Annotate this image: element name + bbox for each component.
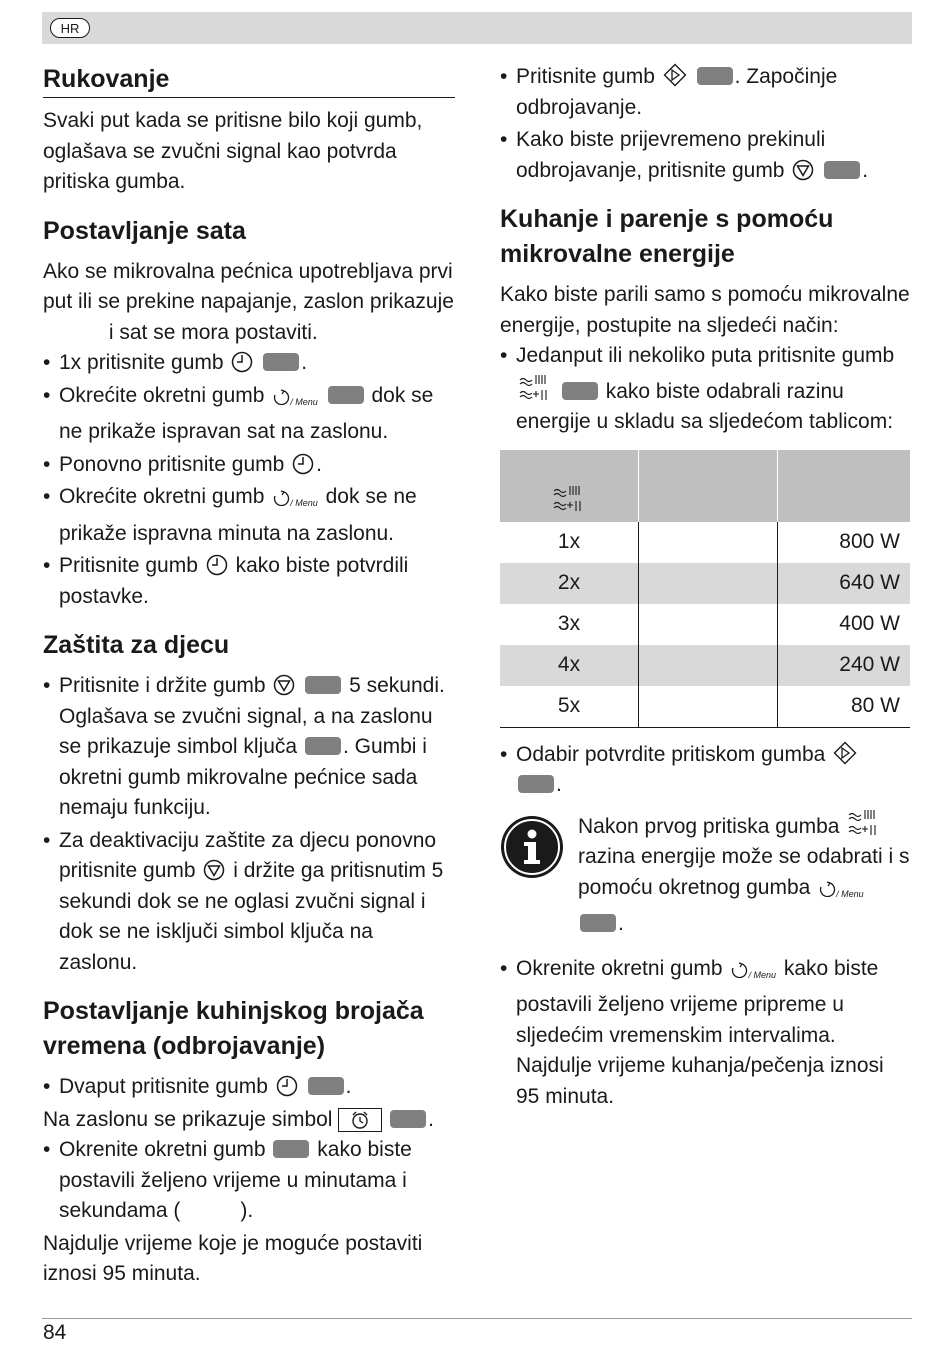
table-header xyxy=(500,450,910,522)
section-title-brojac: Postavljanje kuhinjskog brojača vremena (odbrojavanje) xyxy=(43,997,424,1060)
timer-symbol-icon xyxy=(338,1108,382,1132)
section-kuhanje xyxy=(500,202,912,1112)
right-column xyxy=(500,62,912,1114)
dial-button xyxy=(328,386,364,404)
stop-icon xyxy=(792,159,814,181)
kuhanje-intro: Kako biste parili samo s pomoću mikrovalne energije, postupite na sljedeći način: xyxy=(500,283,910,337)
table-cell-power: 240 W xyxy=(778,645,911,686)
brojac-symbol-text: Na zaslonu se prikazuje simbol . xyxy=(43,1107,434,1131)
microwave-power-icon xyxy=(552,483,586,513)
list-item: • Pritisnite gumb kako biste potvrdili postavke. xyxy=(43,551,455,612)
brojac-max-time: Najdulje vrijeme koje je moguće postaviti iznosi 95 minuta. xyxy=(43,1231,423,1285)
table-row xyxy=(500,563,910,604)
table-cell-power: 640 W xyxy=(778,563,911,604)
list-item: • 1x pritisnite gumb . xyxy=(43,348,455,379)
countdown-steps xyxy=(500,62,912,186)
start-icon xyxy=(663,63,687,87)
list-item: • Ponovno pritisnite gumb . xyxy=(43,450,455,481)
clock-icon xyxy=(276,1075,298,1097)
table-cell-power: 400 W xyxy=(778,604,911,645)
section-title-kuhanje: Kuhanje i parenje s pomoću mikrovalne energije xyxy=(500,205,834,268)
section-title-sat: Postavljanje sata xyxy=(43,216,246,245)
table-cell-press: 3x xyxy=(557,612,581,635)
list-item: • Okrenite okretni gumb kako biste postavili željeno vrijeme u minutama i sekundama ( ). xyxy=(43,1135,455,1227)
left-column xyxy=(43,62,455,1290)
key-symbol xyxy=(305,737,341,755)
clock-icon xyxy=(231,351,253,373)
dial-menu-icon: / Menu xyxy=(272,488,318,519)
list-item: • Okrećite okretni gumb / Menu dok se ne prikaže ispravna minuta na zaslonu. xyxy=(43,482,455,549)
section-title-rukovanje: Rukovanje xyxy=(43,62,455,98)
table-row xyxy=(500,604,910,645)
table-cell-press: 1x xyxy=(557,530,581,553)
table-row xyxy=(500,645,910,686)
table-cell-display xyxy=(639,645,778,686)
list-item: • Okrenite okretni gumb / Menu kako biste postavili željeno vrijeme pripreme u sljedećim vremenskim intervalima. Najdulje vrijeme kuhanja/pečenja iznosi 95 minuta. xyxy=(500,954,912,1113)
list-item: • Pritisnite i držite gumb 5 sekundi. Oglašava se zvučni signal, a na zaslonu se prikazuje simbol ključa . Gumbi i okretni gumb mikrovalne pećnice sada nemaju funkciju. xyxy=(43,671,455,824)
start-button xyxy=(518,775,554,793)
brojac-steps xyxy=(43,1072,455,1103)
list-item: • Kako biste prijevremeno prekinuli odbrojavanje, pritisnite gumb . xyxy=(500,125,912,186)
info-note xyxy=(500,807,912,940)
section-postavljanje-sata xyxy=(43,214,455,613)
table-header-press xyxy=(500,450,639,522)
section-zastita-za-djecu xyxy=(43,628,455,978)
table-row xyxy=(500,686,910,728)
dial-button xyxy=(580,914,616,932)
list-item: • Okrećite okretni gumb / Menu dok se ne prikaže ispravan sat na zaslonu. xyxy=(43,381,455,448)
power-level-table xyxy=(500,450,910,728)
table-header-display xyxy=(639,450,778,522)
section-brojac-vremena xyxy=(43,994,455,1290)
stop-icon xyxy=(273,674,295,696)
table-cell-press: 2x xyxy=(500,563,639,604)
table-cell-press: 5x xyxy=(500,686,639,728)
list-item: • Dvaput pritisnite gumb . xyxy=(43,1072,455,1103)
table-cell-press: 4x xyxy=(500,645,639,686)
microwave-power-icon xyxy=(518,372,552,402)
start-button xyxy=(697,67,733,85)
table-row xyxy=(500,522,910,563)
list-item: • Pritisnite gumb . Započinje odbrojavanje. xyxy=(500,62,912,123)
table-cell-power: 80 W xyxy=(778,686,911,728)
table-cell-display xyxy=(639,522,778,563)
stop-icon xyxy=(203,859,225,881)
djeca-steps xyxy=(43,671,455,978)
sat-intro: Ako se mikrovalna pećnica upotrebljava prvi put ili se prekine napajanje, zaslon prikazuje i sat se mora postaviti. xyxy=(43,259,454,344)
list-item: • Jedanput ili nekoliko puta pritisnite gumb kako biste odabrali razinu energije u skladu sa sljedećom tablicom: xyxy=(500,341,912,438)
table-cell-power: 800 W xyxy=(778,522,911,563)
stop-button xyxy=(305,676,341,694)
clock-icon xyxy=(292,453,314,475)
microwave-button xyxy=(562,382,598,400)
clock-button xyxy=(308,1077,344,1095)
sat-steps xyxy=(43,348,455,612)
section-title-djeca: Zaštita za djecu xyxy=(43,631,230,659)
rukovanje-text: Svaki put kada se pritisne bilo koji gumb, oglašava se zvučni signal kao potvrda pritiska gumba. xyxy=(43,109,423,193)
info-icon xyxy=(500,815,564,879)
microwave-power-icon xyxy=(847,807,881,837)
table-cell-display xyxy=(639,686,778,728)
dial-menu-icon: / Menu xyxy=(818,879,864,910)
brojac-steps-2 xyxy=(43,1135,455,1227)
language-badge: HR xyxy=(50,18,90,38)
timer-button xyxy=(390,1110,426,1128)
footer-divider xyxy=(42,1318,912,1319)
table-header-power xyxy=(778,450,911,522)
kuhanje-steps-3 xyxy=(500,954,912,1113)
info-text: Nakon prvog pritiska gumba razina energije može se odabrati i s pomoću okretnog gumba / Menu . xyxy=(578,807,912,940)
kuhanje-steps-2 xyxy=(500,740,912,801)
page-number: 84 xyxy=(43,1321,67,1344)
list-item: • Odabir potvrdite pritiskom gumba . xyxy=(500,740,912,801)
kuhanje-steps xyxy=(500,341,912,438)
header-bar xyxy=(42,12,912,44)
dial-button xyxy=(273,1140,309,1158)
clock-button xyxy=(263,353,299,371)
start-icon xyxy=(833,741,857,765)
dial-menu-icon: / Menu xyxy=(730,960,776,991)
dial-menu-icon: / Menu xyxy=(272,387,318,418)
stop-button xyxy=(824,161,860,179)
table-cell-display xyxy=(639,604,778,645)
list-item: • Za deaktivaciju zaštite za djecu ponovno pritisnite gumb i držite ga pritisnutim 5 sekundi dok se ne oglasi zvučni signal i dok se ne isključi simbol ključa na zaslonu. xyxy=(43,826,455,979)
clock-icon xyxy=(206,554,228,576)
table-cell-display xyxy=(639,563,778,604)
